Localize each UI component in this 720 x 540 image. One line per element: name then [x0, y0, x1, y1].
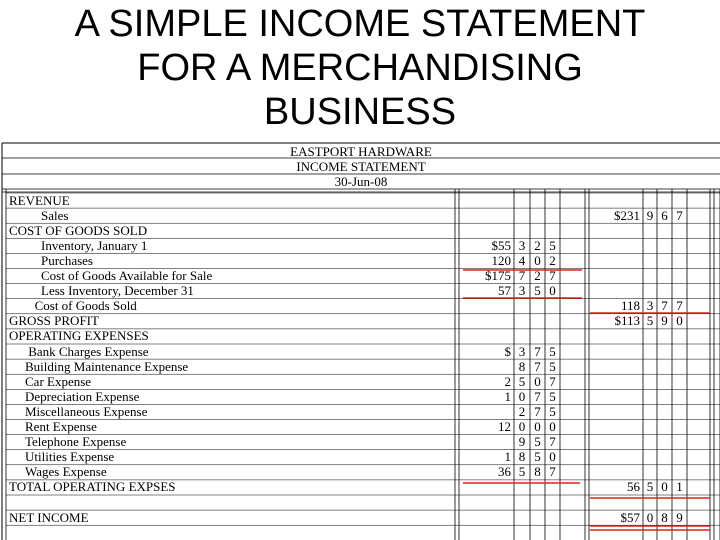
detail-amount-cell: 7 — [549, 434, 556, 450]
detail-amount-cell: 2 — [518, 403, 526, 419]
detail-amount-cell: 7 — [534, 343, 541, 359]
detail-amount-cell: 2 — [534, 237, 541, 253]
detail-amount-cell: 2 — [549, 252, 556, 268]
detail-amount-cell: $ — [504, 343, 511, 359]
detail-amount-cell: 1 — [504, 388, 511, 404]
total-amount-cell: 7 — [676, 298, 683, 314]
total-amount-cell: $231 — [614, 207, 640, 223]
detail-amount-cell: 5 — [549, 388, 556, 404]
detail-amount-cell: 8 — [518, 358, 526, 374]
detail-amount-cell: 12 — [498, 419, 511, 434]
detail-amount-cell: 120 — [491, 252, 511, 268]
detail-amount-cell: 0 — [534, 252, 541, 268]
row-label: GROSS PROFIT — [9, 313, 99, 329]
detail-amount-cell: 8 — [518, 449, 526, 465]
detail-amount-cell: 3 — [518, 283, 526, 299]
detail-amount-cell: 0 — [549, 419, 556, 434]
total-amount-cell: 9 — [646, 207, 654, 223]
detail-amount-cell: 0 — [534, 419, 541, 434]
detail-amount-cell: $55 — [491, 237, 511, 253]
total-amount-cell: 7 — [661, 298, 668, 314]
detail-amount-cell: 0 — [518, 388, 526, 404]
total-amount-cell: $113 — [614, 313, 640, 329]
detail-amount-cell: 7 — [534, 403, 541, 419]
row-label: Sales — [41, 207, 69, 223]
row-label: Depreciation Expense — [25, 388, 140, 404]
detail-amount-cell: 0 — [518, 419, 526, 434]
row-label: OPERATING EXPENSES — [9, 328, 149, 344]
detail-amount-cell: 8 — [534, 464, 541, 480]
total-amount-cell: 0 — [661, 479, 668, 495]
detail-amount-cell: 7 — [534, 388, 541, 404]
row-label: Building Maintenance Expense — [25, 358, 189, 374]
detail-amount-cell: 5 — [518, 464, 526, 480]
row-label: Utilities Expense — [25, 449, 115, 465]
detail-amount-cell: $175 — [485, 268, 511, 283]
total-amount-cell: $57 — [620, 509, 640, 525]
row-label: Rent Expense — [25, 419, 97, 434]
detail-amount-cell: 57 — [498, 283, 511, 299]
detail-amount-cell: 0 — [549, 449, 556, 465]
total-amount-cell: 56 — [627, 479, 640, 495]
detail-amount-cell: 5 — [534, 449, 541, 465]
total-amount-cell: 3 — [646, 298, 654, 314]
detail-amount-cell: 3 — [518, 343, 526, 359]
detail-amount-cell: 7 — [518, 268, 526, 283]
total-amount-cell: 0 — [676, 313, 683, 329]
detail-amount-cell: 5 — [549, 343, 556, 359]
total-amount-cell: 7 — [676, 207, 683, 223]
company-name: EASTPORT HARDWARE — [290, 144, 432, 159]
row-label: Telephone Expense — [25, 434, 127, 450]
total-amount-cell: 0 — [646, 509, 654, 525]
total-amount-cell: 5 — [646, 313, 654, 329]
title-line-2: FOR A MERCHANDISING — [137, 47, 583, 89]
title-line-3: BUSINESS — [263, 91, 457, 133]
row-label: Bank Charges Expense — [28, 343, 149, 359]
detail-amount-cell: 5 — [534, 283, 541, 299]
row-label: Wages Expense — [25, 464, 107, 480]
total-amount-cell: 8 — [661, 509, 668, 525]
title-line-1: A SIMPLE INCOME STATEMENT — [74, 3, 646, 45]
detail-amount-cell: 7 — [549, 268, 556, 283]
row-label: Less Inventory, December 31 — [41, 283, 194, 299]
detail-amount-cell: 5 — [549, 403, 556, 419]
row-label: Cost of Goods Available for Sale — [41, 268, 213, 283]
detail-amount-cell: 3 — [518, 237, 526, 253]
total-amount-cell: 118 — [620, 298, 640, 314]
total-amount-cell: 1 — [676, 479, 683, 495]
row-label: Purchases — [41, 252, 93, 268]
detail-amount-cell: 4 — [518, 252, 526, 268]
total-amount-cell: 5 — [646, 479, 654, 495]
detail-amount-cell: 5 — [518, 373, 526, 389]
row-label: COST OF GOODS SOLD — [9, 222, 148, 238]
row-label: NET INCOME — [9, 509, 89, 525]
total-amount-cell: 9 — [676, 509, 683, 525]
row-label: Cost of Goods Sold — [34, 298, 137, 314]
detail-amount-cell: 9 — [518, 434, 526, 450]
total-amount-cell: 6 — [661, 207, 668, 223]
detail-amount-cell: 7 — [534, 358, 541, 374]
row-label: Inventory, January 1 — [41, 237, 148, 253]
detail-amount-cell: 0 — [549, 283, 556, 299]
detail-amount-cell: 7 — [549, 373, 556, 389]
detail-amount-cell: 2 — [534, 268, 541, 283]
detail-amount-cell: 1 — [504, 449, 511, 465]
row-label: TOTAL OPERATING EXPSES — [9, 479, 176, 495]
detail-amount-cell: 7 — [549, 464, 556, 480]
detail-amount-cell: 0 — [534, 373, 541, 389]
detail-amount-cell: 2 — [504, 373, 511, 389]
total-amount-cell: 9 — [661, 313, 668, 329]
detail-amount-cell: 36 — [498, 464, 511, 480]
detail-amount-cell: 5 — [534, 434, 541, 450]
detail-amount-cell: 5 — [549, 358, 556, 374]
row-label: Car Expense — [25, 373, 92, 389]
statement-date: 30-Jun-08 — [334, 174, 388, 189]
statement-name: INCOME STATEMENT — [296, 159, 426, 174]
row-label: Miscellaneous Expense — [25, 403, 148, 419]
detail-amount-cell: 5 — [549, 237, 556, 253]
row-label: REVENUE — [9, 192, 70, 208]
